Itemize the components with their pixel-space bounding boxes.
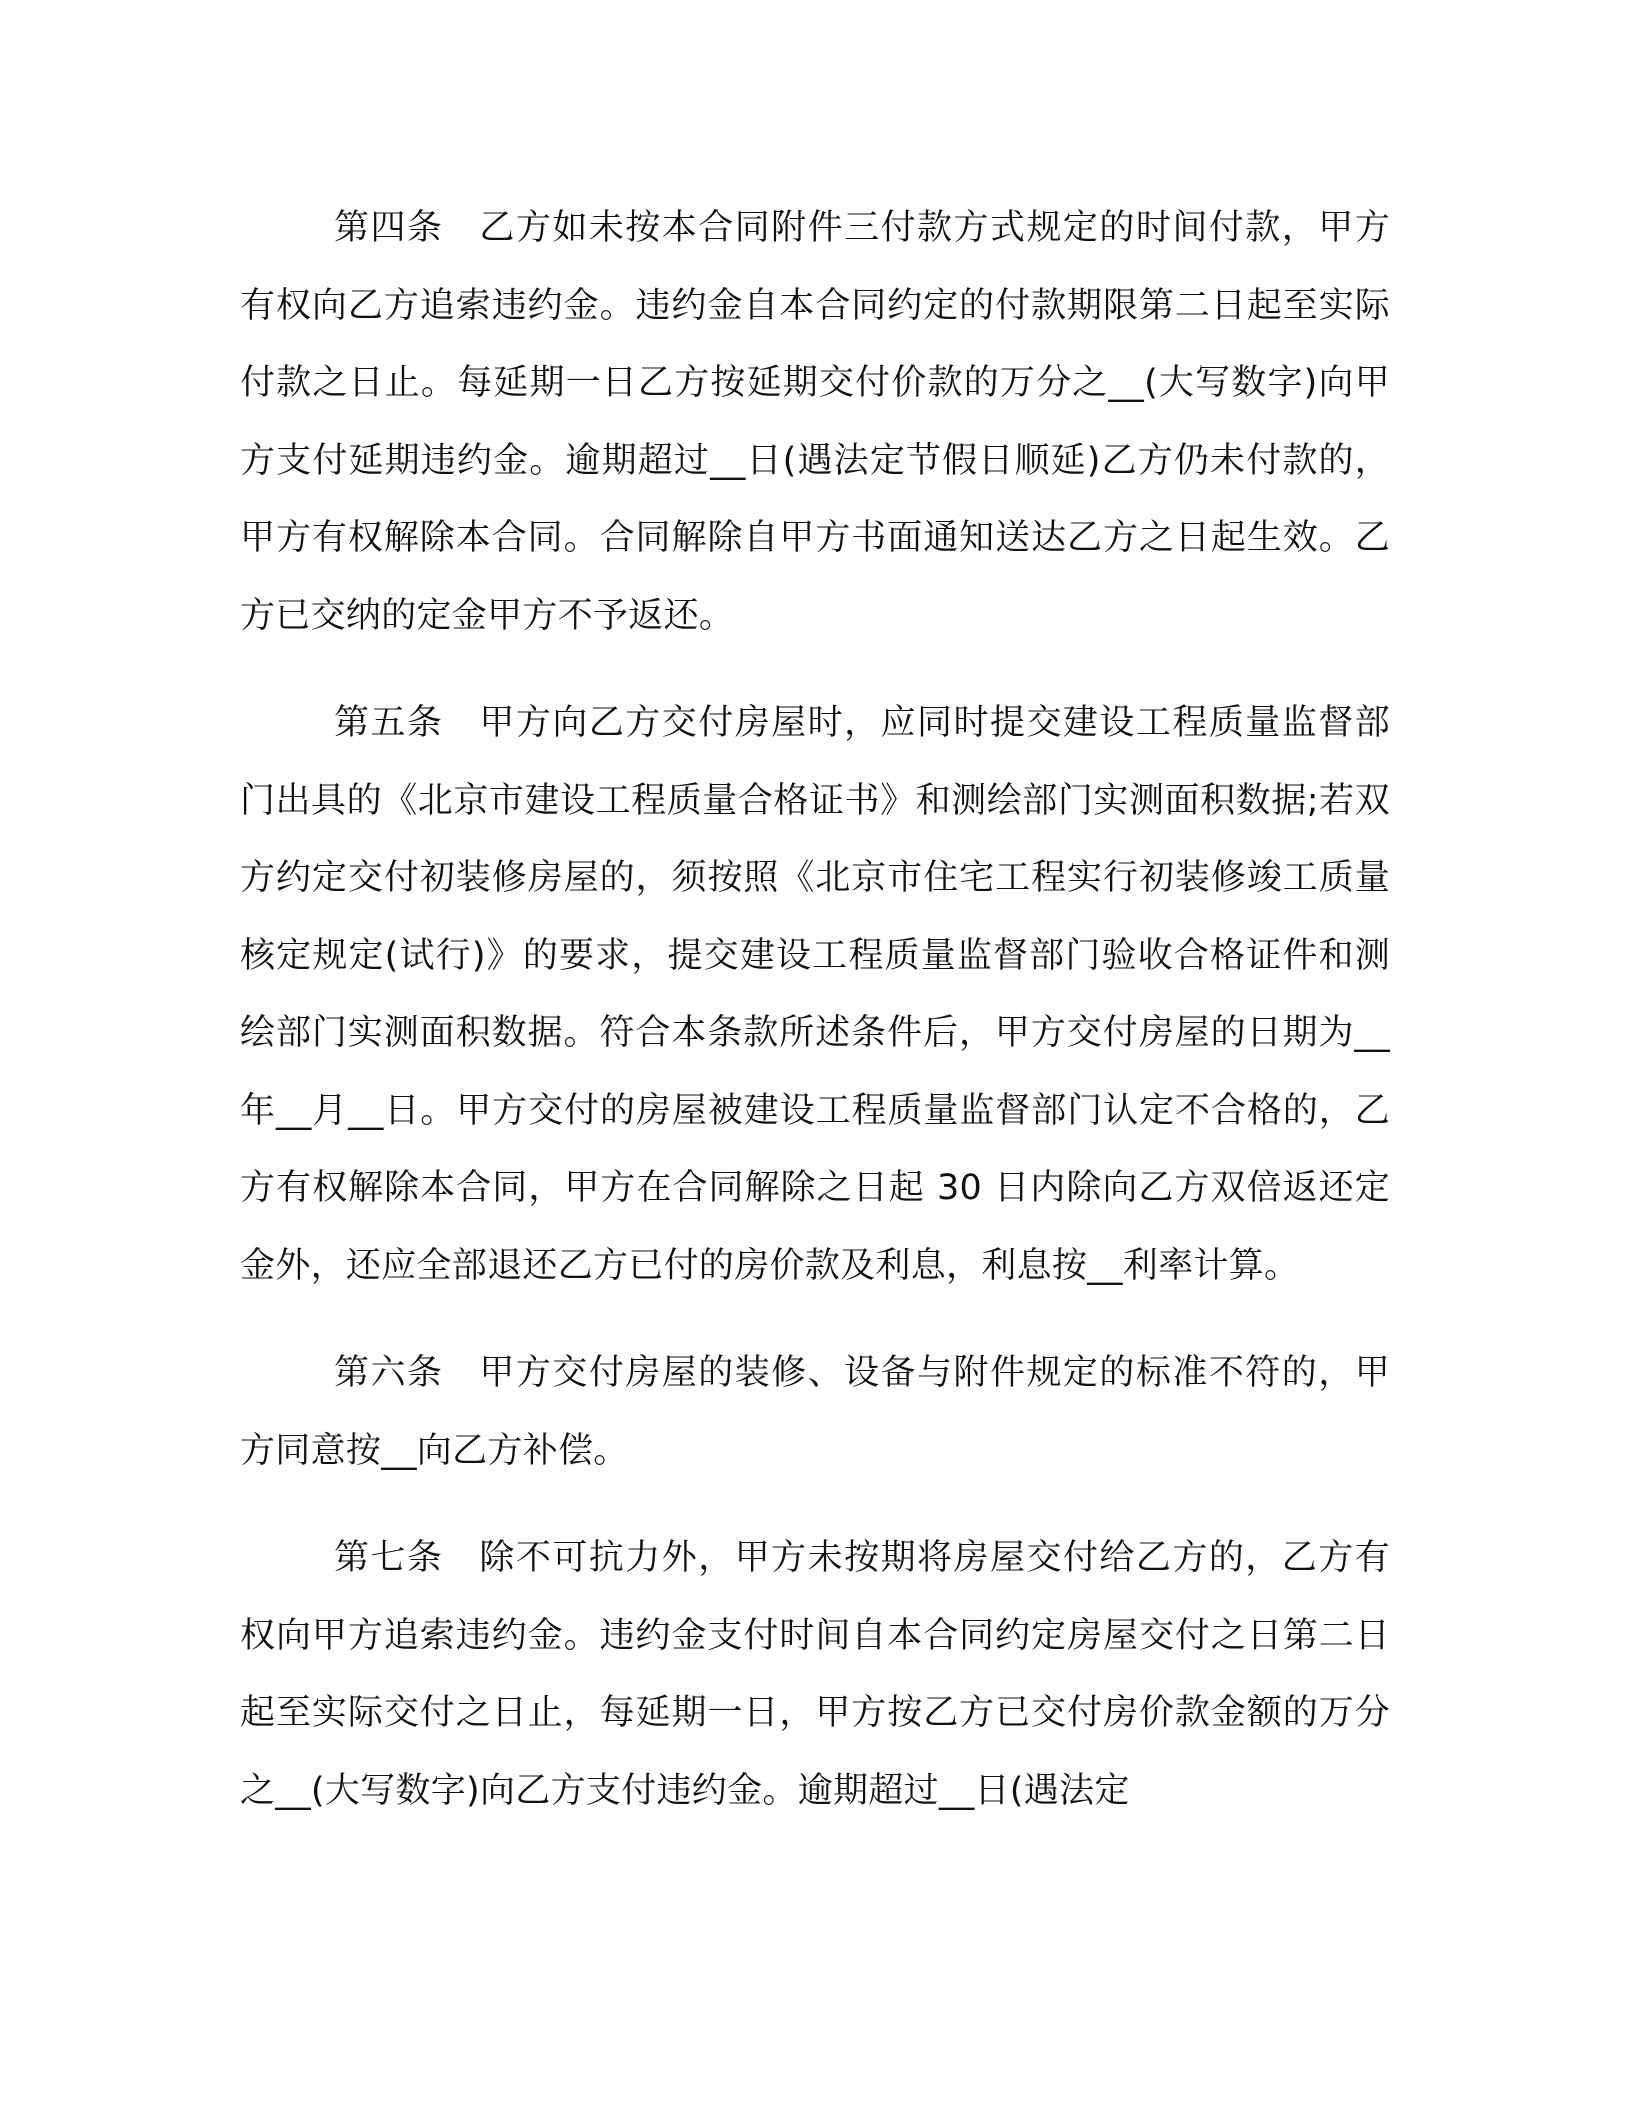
article-4 <box>240 190 1390 655</box>
article-number: 第五条 <box>334 703 444 743</box>
article-6 <box>240 1335 1390 1490</box>
article-text: 甲方交付房屋的装修、设备与附件规定的标准不符的，甲方同意按__向乙方补偿。 <box>240 1353 1390 1471</box>
article-7 <box>240 1520 1390 1830</box>
document-page <box>240 190 1390 1860</box>
article-text: 乙方如未按本合同附件三付款方式规定的时间付款，甲方有权向乙方追索违约金。违约金自本合同约定的付款期限第二日起至实际付款之日止。每延期一日乙方按延期交付价款的万分之__(大写数字)向甲方支付延期违约金。逾期超过__日(遇法定节假日顺延)乙方仍未付款的，甲方有权解除本合同。合同解除自甲方书面通知送达乙方之日起生效。乙方已交纳的定金甲方不予返还。 <box>240 208 1390 636</box>
article-number: 第四条 <box>334 208 444 248</box>
article-text: 甲方向乙方交付房屋时，应同时提交建设工程质量监督部门出具的《北京市建设工程质量合格证书》和测绘部门实测面积数据;若双方约定交付初装修房屋的，须按照《北京市住宅工程实行初装修竣工质量核定规定(试行)》的要求，提交建设工程质量监督部门验收合格证件和测绘部门实测面积数据。符合本条款所述条件后，甲方交付房屋的日期为__年__月__日。甲方交付的房屋被建设工程质量监督部门认定不合格的，乙方有权解除本合同，甲方在合同解除之日起 30 日内除向乙方双倍返还定金外，还应全部退还乙方已付的房价款及利息，利息按__利率计算。 <box>240 703 1390 1286</box>
article-number: 第六条 <box>334 1353 444 1393</box>
article-number: 第七条 <box>334 1538 444 1578</box>
article-text: 除不可抗力外，甲方未按期将房屋交付给乙方的，乙方有权向甲方追索违约金。违约金支付时间自本合同约定房屋交付之日第二日起至实际交付之日止，每延期一日，甲方按乙方已交付房价款金额的万分之__(大写数字)向乙方支付违约金。逾期超过__日(遇法定 <box>240 1538 1390 1811</box>
article-5 <box>240 685 1390 1305</box>
